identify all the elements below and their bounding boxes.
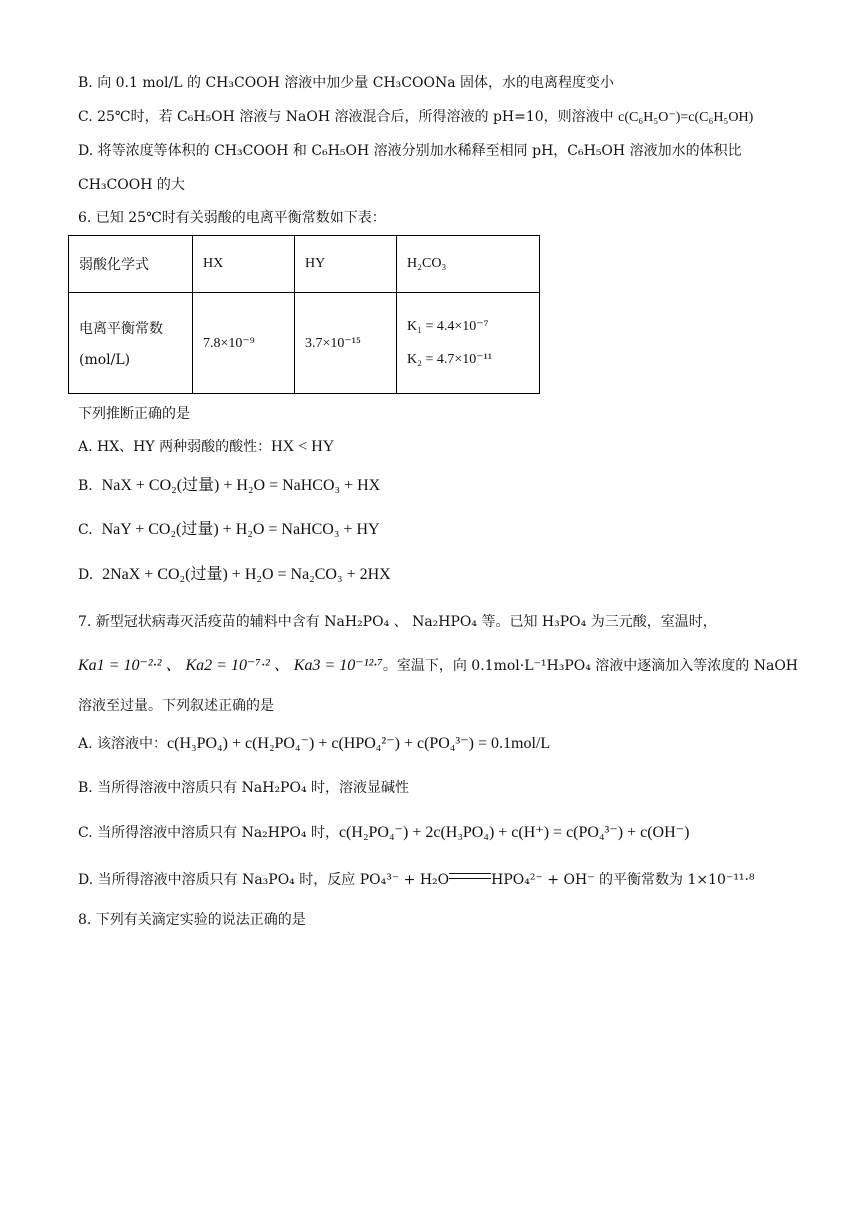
q6-option-a-text: A. HX、HY 两种弱酸的酸性：: [78, 439, 272, 455]
q6-option-c-label: C.: [78, 522, 93, 538]
q7-option-d-products: HPO₄²⁻ + OH⁻: [491, 872, 595, 888]
ka-table-row-label-1: 电离平衡常数: [79, 321, 163, 337]
q6-option-d: [78, 565, 391, 585]
q8-stem: 8. 下列有关滴定实验的说法正确的是: [78, 912, 306, 928]
equilibrium-arrow-icon: [449, 871, 491, 883]
q6-option-c: [78, 520, 380, 540]
q7-option-a-equation: c(H₃PO₄) + c(H₂PO₄⁻) + c(HPO₄²⁻) + c(PO₄³⁻) = 0.1mol/L: [167, 735, 551, 752]
q5-option-d-line2: CH₃COOH 的大: [78, 177, 185, 193]
q7-stem-line3: 溶液至过量。下列叙述正确的是: [78, 698, 274, 714]
q5-option-c-equation: c(C₆H₅O⁻)=c(C₆H₅OH): [618, 110, 754, 125]
q6-option-b-equation: NaX + CO₂(过量) + H₂O = NaHCO₃ + HX: [101, 477, 381, 494]
q7-option-b: B. 当所得溶液中溶质只有 NaH₂PO₄ 时，溶液显碱性: [78, 780, 410, 796]
q7-option-c-equation: c(H₂PO₄⁻) + 2c(H₃PO₄) + c(H⁺) = c(PO₄³⁻) + c(OH⁻): [338, 824, 690, 841]
q6-option-b: [78, 476, 380, 496]
q5-option-b: B. 向 0.1 mol/L 的 CH₃COOH 溶液中加少量 CH₃COONa 固体，水的电离程度变小: [78, 75, 615, 91]
ka-table-k2: K₂ = 4.7×10⁻¹¹: [407, 352, 493, 367]
q7-ka-values: Ka1 = 10⁻²·² 、 Ka2 = 10⁻⁷·² 、 Ka3 = 10⁻¹²·⁷: [78, 657, 383, 674]
q7-option-a-text: A. 该溶液中：: [78, 736, 168, 752]
ka-table-k1: K₁ = 4.4×10⁻⁷: [407, 319, 489, 334]
q7-stem-line2: [78, 656, 798, 676]
q6-stem: 6. 已知 25℃时有关弱酸的电离平衡常数如下表：: [78, 210, 386, 226]
q7-option-d: [78, 870, 755, 890]
q5-option-d-line1: D. 将等浓度等体积的 CH₃COOH 和 C₆H₅OH 溶液分别加水稀释至相同 pH，C₆H₅OH 溶液加水的体积比: [78, 143, 742, 159]
ka-table-acid-h2co3: H₂CO₃: [397, 236, 540, 293]
q7-option-c: [78, 823, 689, 843]
ka-table-row-label-2: (mol/L): [79, 352, 131, 368]
q6-option-a-math: HX < HY: [271, 438, 335, 455]
ka-table-row-label: [69, 293, 193, 394]
q7-option-c-text: C. 当所得溶液中溶质只有 Na₂HPO₄ 时，: [78, 825, 339, 841]
ka-table-acid-hx: HX: [193, 236, 295, 293]
q6-option-d-label: D.: [78, 567, 94, 583]
ka-table-header-label: 弱酸化学式: [69, 236, 193, 293]
q5-option-c-text: C. 25℃时，若 C₆H₅OH 溶液与 NaOH 溶液混合后，所得溶液的 pH=10，则溶液中: [78, 109, 619, 125]
ka-table-value-hy: 3.7×10⁻¹⁵: [295, 293, 397, 394]
ka-table-header-row: [69, 236, 540, 293]
q6-option-c-equation: NaY + CO₂(过量) + H₂O = NaHCO₃ + HY: [101, 521, 380, 538]
ka-table-value-h2co3: [397, 293, 540, 394]
ka-table-value-hx: 7.8×10⁻⁹: [193, 293, 295, 394]
q7-stem-line1: 7. 新型冠状病毒灭活疫苗的辅料中含有 NaH₂PO₄ 、 Na₂HPO₄ 等。已知 H₃PO₄ 为三元酸，室温时，: [78, 614, 717, 630]
q6-option-b-label: B.: [78, 478, 93, 494]
q5-option-c: [78, 107, 753, 128]
ka-table-value-row: [69, 293, 540, 394]
q7-option-a: [78, 734, 550, 754]
q6-option-a: [78, 437, 334, 457]
q7-option-d-suffix: 的平衡常数为 1×10⁻¹¹·⁸: [594, 872, 755, 888]
q7-option-d-text: D. 当所得溶液中溶质只有 Na₃PO₄ 时，反应 PO₄³⁻ + H₂O: [78, 872, 450, 888]
q7-stem-line2-text: 。室温下，向 0.1mol·L⁻¹H₃PO₄ 溶液中逐滴加入等浓度的 NaOH: [382, 658, 799, 674]
ka-table-acid-hy: HY: [295, 236, 397, 293]
ka-table: [68, 235, 540, 394]
q6-ask: 下列推断正确的是: [78, 406, 190, 422]
q6-option-d-equation: 2NaX + CO₂(过量) + H₂O = Na₂CO₃ + 2HX: [102, 566, 391, 583]
